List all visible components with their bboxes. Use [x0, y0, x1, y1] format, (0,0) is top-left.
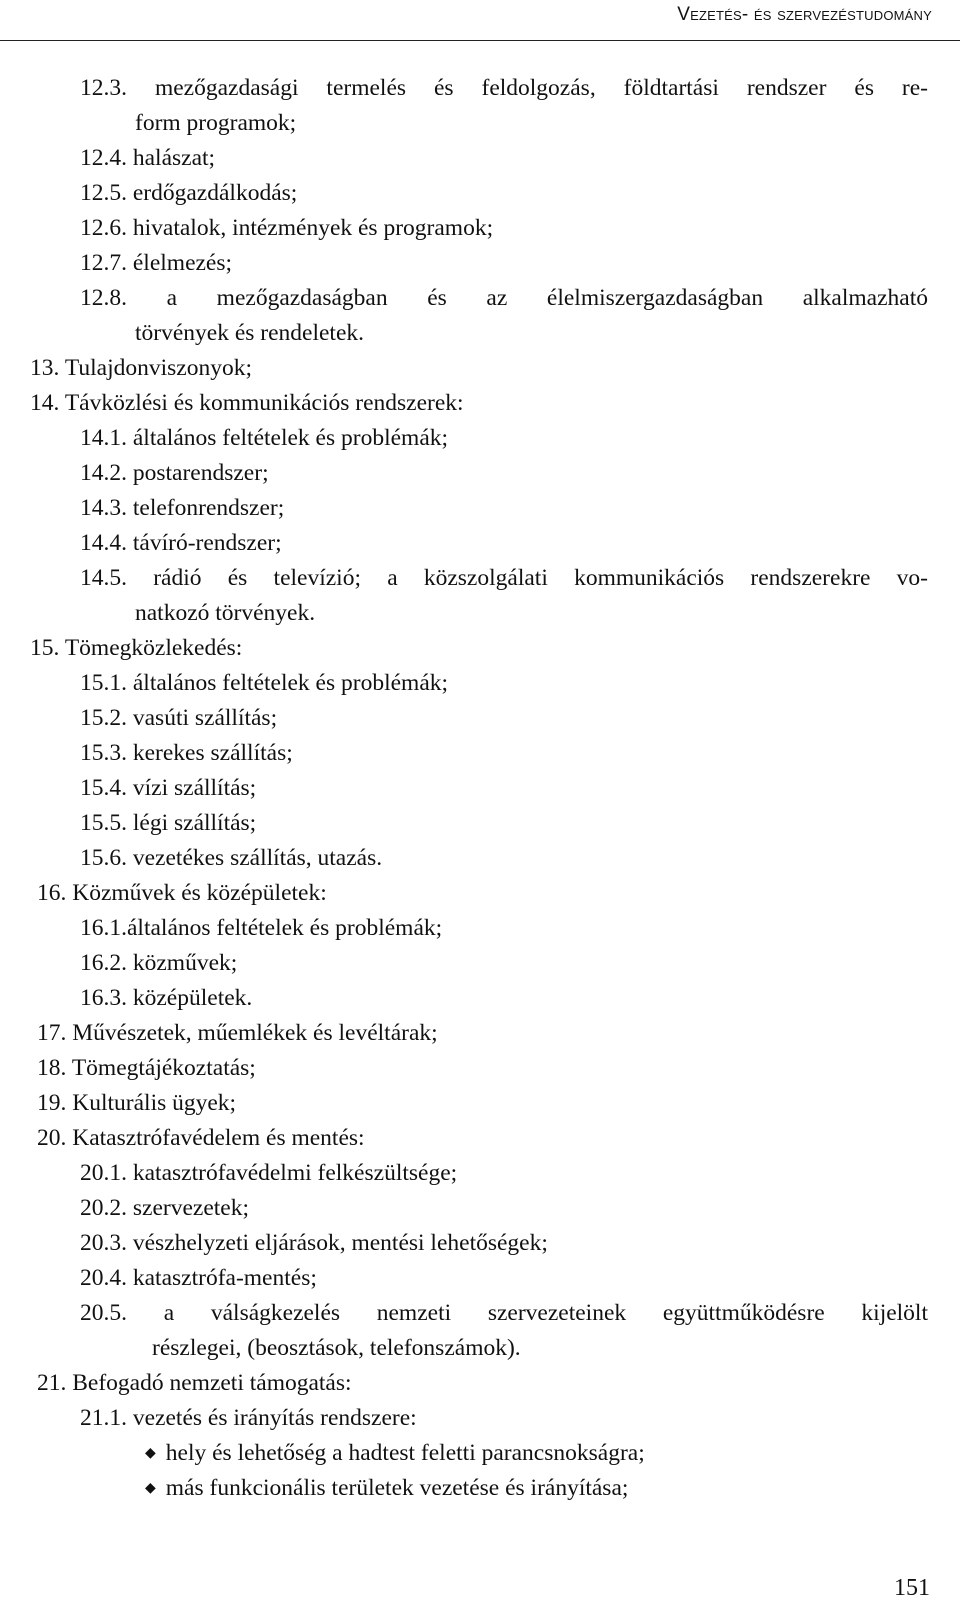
list-item: 12.8. a mezőgazdaságban és az élelmiszergazdaságban alkalmazható	[80, 285, 928, 311]
list-item: 16. Közművek és középületek:	[37, 880, 327, 906]
list-item: natkozó törvények.	[135, 600, 316, 626]
list-item: 15. Tömegközlekedés:	[30, 635, 243, 661]
list-item: 12.4. halászat;	[80, 145, 216, 171]
list-item: 18. Tömegtájékoztatás;	[37, 1055, 256, 1081]
list-item: 14.3. telefonrendszer;	[80, 495, 285, 521]
list-item: 15.1. általános feltételek és problémák;	[80, 670, 449, 696]
list-item: 15.2. vasúti szállítás;	[80, 705, 278, 731]
list-item: 12.6. hivatalok, intézmények és programok;	[80, 215, 494, 241]
list-item: 14.5. rádió és televízió; a közszolgálati kommunikációs rendszerekre vo-	[80, 565, 928, 591]
list-item: 21. Befogadó nemzeti támogatás:	[37, 1370, 352, 1396]
list-item: 20.4. katasztrófa-mentés;	[80, 1265, 317, 1291]
list-item: 12.7. élelmezés;	[80, 250, 233, 276]
list-item: 14.2. postarendszer;	[80, 460, 269, 486]
list-item: 20.2. szervezetek;	[80, 1195, 249, 1221]
list-item: 20.3. vészhelyzeti eljárások, mentési lehetőségek;	[80, 1230, 548, 1256]
list-item: 13. Tulajdonviszonyok;	[30, 355, 252, 381]
diamond-bullet-icon: ◆	[145, 1446, 156, 1461]
list-item: 14.1. általános feltételek és problémák;	[80, 425, 449, 451]
bullet-text: más funkcionális területek vezetése és irányítása;	[165, 1475, 629, 1501]
list-item: 21.1. vezetés és irányítás rendszere:	[80, 1405, 417, 1431]
list-item: 19. Kulturális ügyek;	[37, 1090, 237, 1116]
list-item: 12.3. mezőgazdasági termelés és feldolgozás, földtartási rendszer és re-	[80, 75, 928, 101]
list-item: 15.6. vezetékes szállítás, utazás.	[80, 845, 383, 871]
bullet-item	[145, 1438, 645, 1472]
list-item: 15.3. kerekes szállítás;	[80, 740, 293, 766]
list-item: 15.5. légi szállítás;	[80, 810, 257, 836]
list-item: 14.4. távíró-rendszer;	[80, 530, 282, 556]
running-header-title: Vezetés- és szervezéstudomány	[677, 4, 932, 25]
diamond-bullet-icon: ◆	[145, 1481, 156, 1496]
bullet-text: hely és lehetőség a hadtest feletti parancsnokságra;	[165, 1440, 645, 1466]
list-item: 16.1.általános feltételek és problémák;	[80, 915, 443, 941]
list-item: 20. Katasztrófavédelem és mentés:	[37, 1125, 365, 1151]
list-item: 14. Távközlési és kommunikációs rendszerek:	[30, 390, 464, 416]
bullet-item	[145, 1473, 628, 1507]
list-item: 16.3. középületek.	[80, 985, 253, 1011]
list-item: 20.5. a válságkezelés nemzeti szervezeteinek együttműködésre kijelölt	[80, 1300, 928, 1326]
page-number: 151	[894, 1575, 930, 1601]
list-item: 20.1. katasztrófavédelmi felkészültsége;	[80, 1160, 458, 1186]
list-item: 17. Művészetek, műemlékek és levéltárak;	[37, 1020, 438, 1046]
list-item: 12.5. erdőgazdálkodás;	[80, 180, 298, 206]
list-item: részlegei, (beosztások, telefonszámok).	[152, 1335, 521, 1361]
list-item: 16.2. közművek;	[80, 950, 238, 976]
list-item: törvények és rendeletek.	[135, 320, 365, 346]
list-item: form programok;	[135, 110, 297, 136]
list-item: 15.4. vízi szállítás;	[80, 775, 257, 801]
